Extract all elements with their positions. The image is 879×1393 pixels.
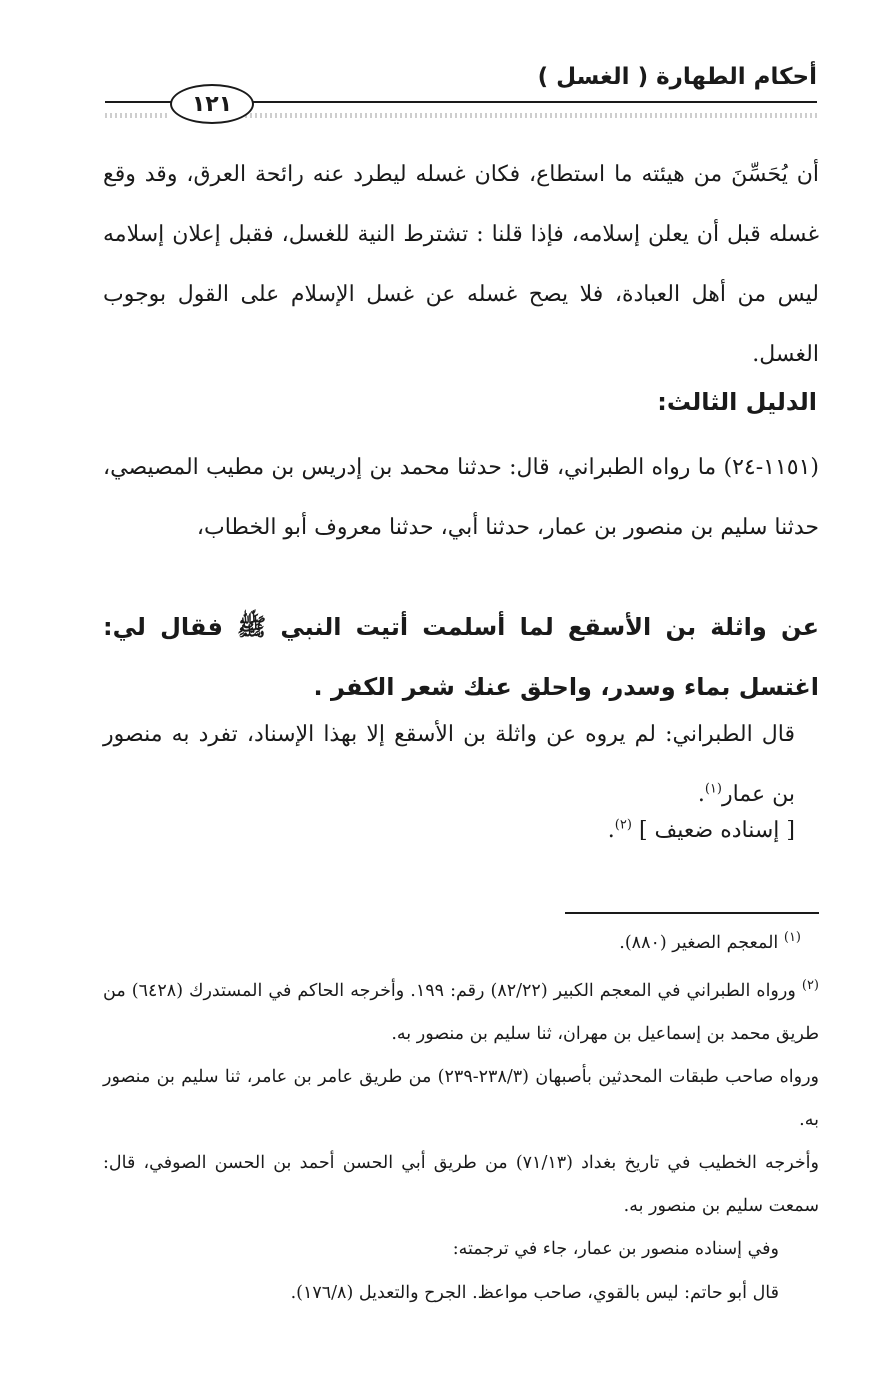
section-heading: الدليل الثالث: [657, 388, 817, 416]
footnote-ref-1[interactable]: (١) [704, 781, 722, 797]
paragraph-3-text: قال الطبراني: لم يروه عن واثلة بن الأسقع إلا بهذا الإسناد، تفرد به منصور بن عمار [103, 722, 795, 807]
footnote-2-continuation-2: وأخرجه الخطيب في تاريخ بغداد (٧١/١٣) من طريق أبي الحسن أحمد بن الحسن الصوفي، قال: سمعت سليم بن منصور به. [103, 1153, 819, 1216]
footnote-separator [565, 912, 819, 914]
footnote-1 [103, 922, 801, 965]
header-rule-texture [240, 113, 817, 118]
footnote-2-continuation-4: قال أبو حاتم: ليس بالقوي، صاحب مواعظ. الجرح والتعديل (١٧٦/٨). [290, 1283, 779, 1303]
footnote-2 [103, 970, 819, 1056]
running-header-title: أحكام الطهارة ( الغسل ) [537, 64, 817, 90]
isnad-grade-line [608, 818, 795, 843]
footnote-1-marker: (١) [783, 930, 801, 946]
footnote-2-continuation-1: ورواه صاحب طبقات المحدثين بأصبهان (٢٣٨/٣-٢٣٩) من طريق عامر بن عامر، ثنا سليم بن منصور به. [103, 1067, 819, 1130]
page-number: ١٢١ [191, 91, 233, 117]
page-number-badge [170, 84, 254, 124]
footnote-2-continuation-3: وفي إسناده منصور بن عمار، جاء في ترجمته: [452, 1239, 779, 1259]
footnote-ref-2[interactable]: (٢) [614, 817, 632, 833]
paragraph-3-end: . [697, 782, 705, 807]
body-paragraph-2: (١١٥١-٢٤) ما رواه الطبراني، قال: حدثنا محمد بن إدريس بن مطيب المصيصي، حدثنا سليم بن منصور بن عمار، حدثنا أبي، حدثنا معروف أبو الخطاب، [103, 455, 819, 540]
isnad-grade: [ إسناده ضعيف ] [638, 818, 795, 843]
header-rule-texture-left [105, 113, 170, 118]
footnote-2-marker: (٢) [801, 978, 819, 994]
footnote-1-text: المعجم الصغير (٨٨٠). [619, 933, 779, 953]
body-paragraph-1: أن يُحَسِّنَ من هيئته ما استطاع، فكان غسله ليطرد عنه رائحة العرق، وقد وقع غسله قبل أن يعلن إسلامه، فإذا قلنا : تشترط النية للغسل، فقبل إعلان إسلامه ليس من أهل العبادة، فلا يصح غسله عن غسل الإسلام على القول بوجوب الغسل. [103, 162, 819, 367]
body-paragraph-3 [103, 705, 795, 825]
isnad-end: . [607, 818, 615, 843]
hadith-text: عن واثلة بن الأسقع لما أسلمت أتيت النبي ﷺ فقال لي: اغتسل بماء وسدر، واحلق عنك شعر الكفر . [103, 613, 819, 701]
footnote-2-text: ورواه الطبراني في المعجم الكبير (٨٢/٢٢) رقم: ١٩٩. وأخرجه الحاكم في المستدرك (٦٤٢٨) من طريق محمد بن إسماعيل بن مهران، ثنا سليم بن منصور به. [103, 981, 819, 1044]
